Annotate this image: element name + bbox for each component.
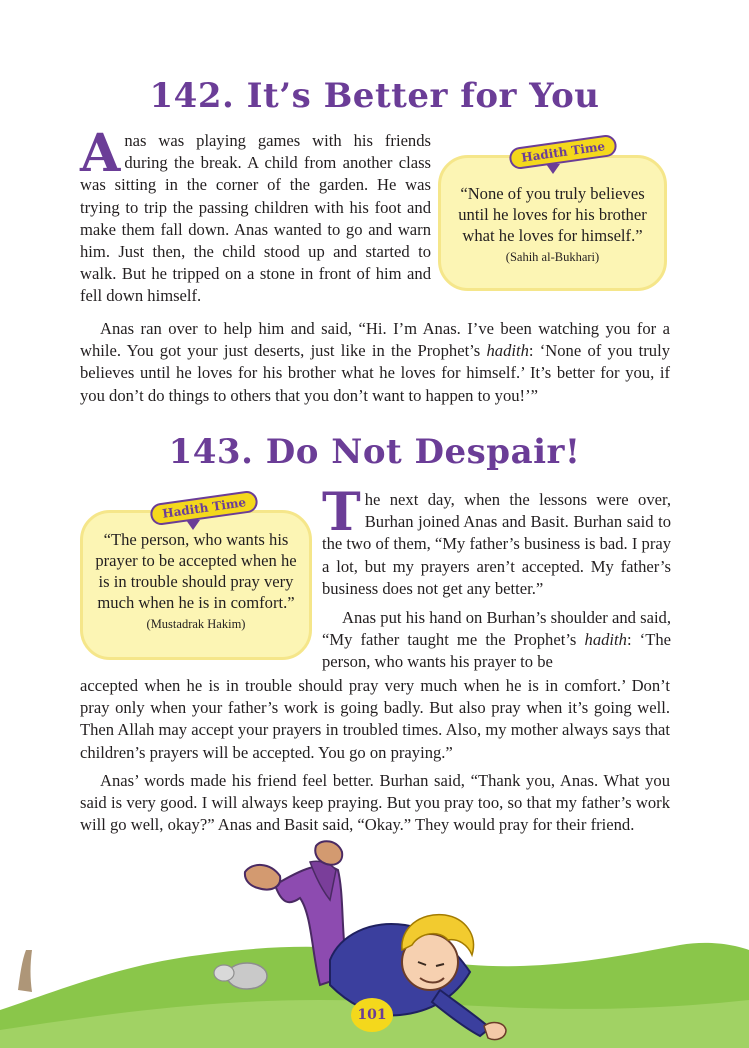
paragraph-text: Anas ran over to help him and said, “Hi. I’m Anas. I’ve been watching you for a while. You got your just deserts, just like in the Prophet’s	[80, 319, 670, 361]
hadith-source: (Sahih al-Bukhari)	[505, 250, 600, 264]
hadith-time-tag: Hadith Time	[508, 134, 618, 171]
paragraph-text: Anas put his hand on Burhan’s shoulder and said, “My father taught me the Prophet’s	[322, 608, 671, 650]
hadith-time-tag: Hadith Time	[149, 490, 259, 527]
hadith-word: hadith	[486, 341, 529, 361]
hadith-word: hadith	[584, 630, 627, 650]
page-number: 101	[351, 998, 393, 1032]
paragraph-text: he next day, when the lessons were over, Burhan joined Anas and Basit. Burhan said to the two of them, “My father’s business is bad. I pray a lot, but my prayers aren’t accepted. My father’s business does not get any better.”	[322, 490, 672, 598]
paragraph-text: nas was playing games with his friends during the break. A child from another class was sitting in the corner of the garden. He was trying to trip the passing children with his foot and make them fall down. Anas wanted to go and warn him. Just then, the child stood up and started to walk. But he tripped on a stone in front of him and fell down himself.	[80, 131, 431, 306]
paragraph-text: accepted when he is in trouble should pray very much when he is in comfort.’ Don’t pray only when your father’s work is going badly. But also pray when it’s going well. Then Allah may accept your prayers in troubled times. Also, my mother always says that children’s prayers will be accepted. You go on praying.”	[80, 676, 670, 762]
story-1-title: 142. It’s Better for You	[149, 76, 600, 116]
hadith-source: (Mustadrak Hakim)	[146, 617, 246, 631]
shoe-icon	[245, 865, 280, 890]
drop-cap: T	[322, 482, 361, 543]
tree-trunk	[18, 950, 32, 992]
drop-cap: A	[80, 123, 121, 184]
paragraph-text: : ‘None of you truly believes until he loves for his brother what he loves for himself.’ It’s better for you, if you don’t do things to others that you don’t want to happen to you!’”	[80, 341, 670, 405]
paragraph-text: Anas’ words made his friend feel better. Burhan said, “Thank you, Anas. What you said is very good. I will always keep praying. But you pray too, so that my father’s work will go well, okay?” Anas and Basit said, “Okay.” They would pray for their friend.	[80, 771, 670, 835]
stone-icon	[214, 965, 234, 981]
hadith-quote: “None of you truly believes until he loves for his brother what he loves for himself.”	[458, 184, 647, 245]
story-2-title: 143. Do Not Despair!	[168, 432, 581, 472]
paragraph-text: : ‘The person, who wants his prayer to be	[322, 630, 671, 672]
hadith-quote: “The person, who wants his prayer to be accepted when he is in trouble should pray very much when he is in comfort.”	[95, 530, 297, 612]
hand-icon	[484, 1023, 506, 1040]
